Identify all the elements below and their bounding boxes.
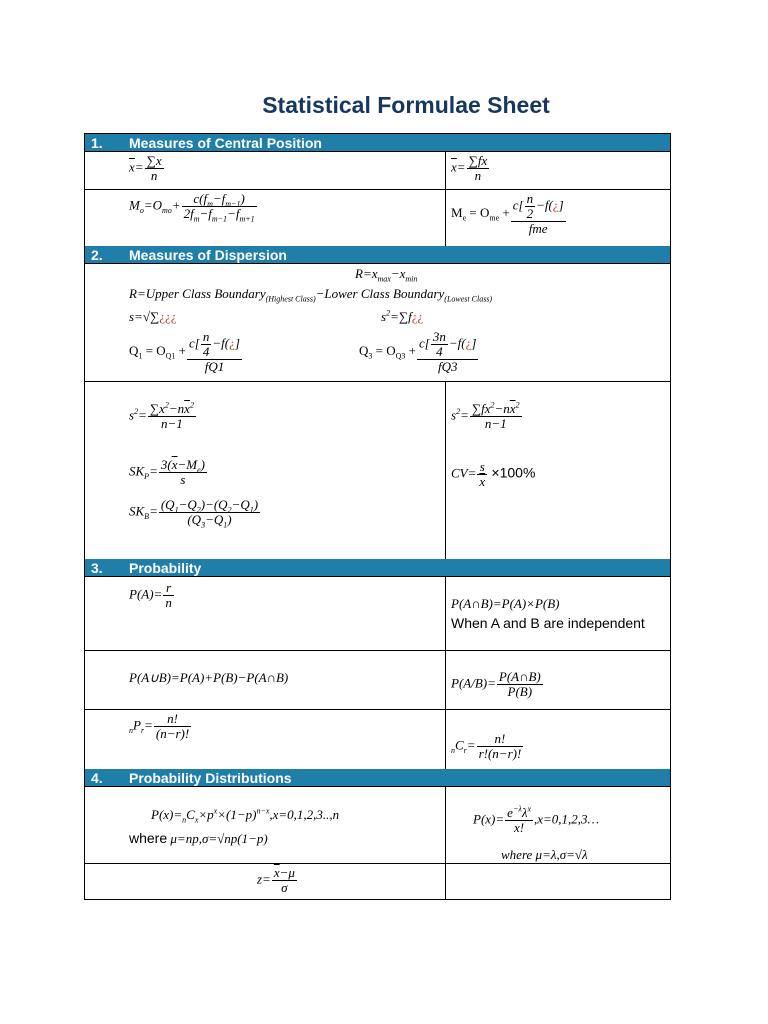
variance-formula: $s^2=\sum f¿¿$ <box>381 308 424 324</box>
median-formula: $M_e = O_{me}$ + c[ $\frac{n}{2}$ −f(¿] fme <box>451 191 564 236</box>
poisson-formula: P(x)= $\frac{e^{-\lambda}\lambda^x}{x!}$ ,x=0,1,2,3… <box>473 804 600 835</box>
permutation-formula: $_nP_r=$ $\frac{n!}{(n-r)!}$ <box>129 711 190 741</box>
cv-formula: CV= $\frac{s}{x}$ ×100% <box>451 459 536 489</box>
mean-formula: $\overline{x}=$ $\frac{\sum x}{n}$ <box>129 153 162 183</box>
page-title: Statistical Formulae Sheet <box>262 92 550 118</box>
section-header-central-position: 1. Measures of Central Position <box>85 134 670 152</box>
grouped-variance-formula: $s^2=$ $\frac{\sum fx^2-n\overline{x}^2}{n-1}$ <box>451 400 520 431</box>
section-header-distributions: 4. Probability Distributions <box>85 769 670 787</box>
grouped-mean-formula: $\overline{x}=$ $\frac{\sum fx}{n}$ <box>451 153 488 183</box>
range-boundary-formula: R=Upper Class Boundary$_{(Highest Class)}$−Lower Class Boundary$_{(Lowest Class)}$ <box>129 286 493 304</box>
independence-note: When A and B are independent <box>451 615 645 631</box>
std-dev-formula: s=√∑¿¿¿ <box>129 309 177 324</box>
range-formula: $R=x_{max}-x_{min}$ <box>355 266 418 284</box>
formula-table <box>84 133 671 900</box>
mode-formula: $M_o=O_{mo}+$ $\frac{c(f_m-f_{m-1})}{2f_m-f_{m-1}-f_{m+1}}$ <box>129 191 255 224</box>
binomial-formula: $P(x)=_nC_x\times p^x\times(1-p)^{n-x},x=0,1,2,3..,n$ <box>151 806 340 825</box>
pearson-skewness-formula: $SK_P=$ $\frac{3(\overline{x}-M_e)}{s}$ <box>129 457 205 487</box>
bowley-skewness-formula: $SK_B=$ $\frac{(Q_1-Q_2)-(Q_2-Q_1)}{(Q_3-Q_1)}$ <box>129 497 259 530</box>
poisson-parameters: where μ=λ,σ=√λ <box>501 847 588 862</box>
section-header-probability: 3. Probability <box>85 559 670 577</box>
classical-probability-formula: P(A)= $\frac{r}{n}$ <box>129 580 172 610</box>
sample-variance-formula: $s^2=$ $\frac{\sum x^2-n\overline{x}^2}{n-1}$ <box>129 400 194 431</box>
binomial-parameters: where μ=np,σ=√np(1−p) <box>129 830 268 846</box>
z-score-formula: z= $\frac{\overline{x}-\mu}{\sigma}$ <box>257 865 295 895</box>
addition-rule-formula: P(A∪B)=P(A)+P(B)−P(A∩B) <box>129 670 289 685</box>
q3-formula: $Q_3 = O_{Q3}$ + c[ $\frac{3n}{4}$ −f(¿] fQ3 <box>359 329 477 374</box>
q1-formula: $Q_1 = O_{Q1}$ + c[ $\frac{n}{4}$ −f(¿] fQ1 <box>129 329 240 374</box>
combination-formula: $_nC_r=$ $\frac{n!}{r!(n-r)!}$ <box>451 731 522 761</box>
independence-formula: P(A∩B)=P(A)×P(B) <box>451 596 560 611</box>
conditional-probability-formula: P(A/B)= $\frac{P(A\cap B)}{P(B)}$ <box>451 669 541 699</box>
section-header-dispersion: 2. Measures of Dispersion <box>85 246 670 264</box>
